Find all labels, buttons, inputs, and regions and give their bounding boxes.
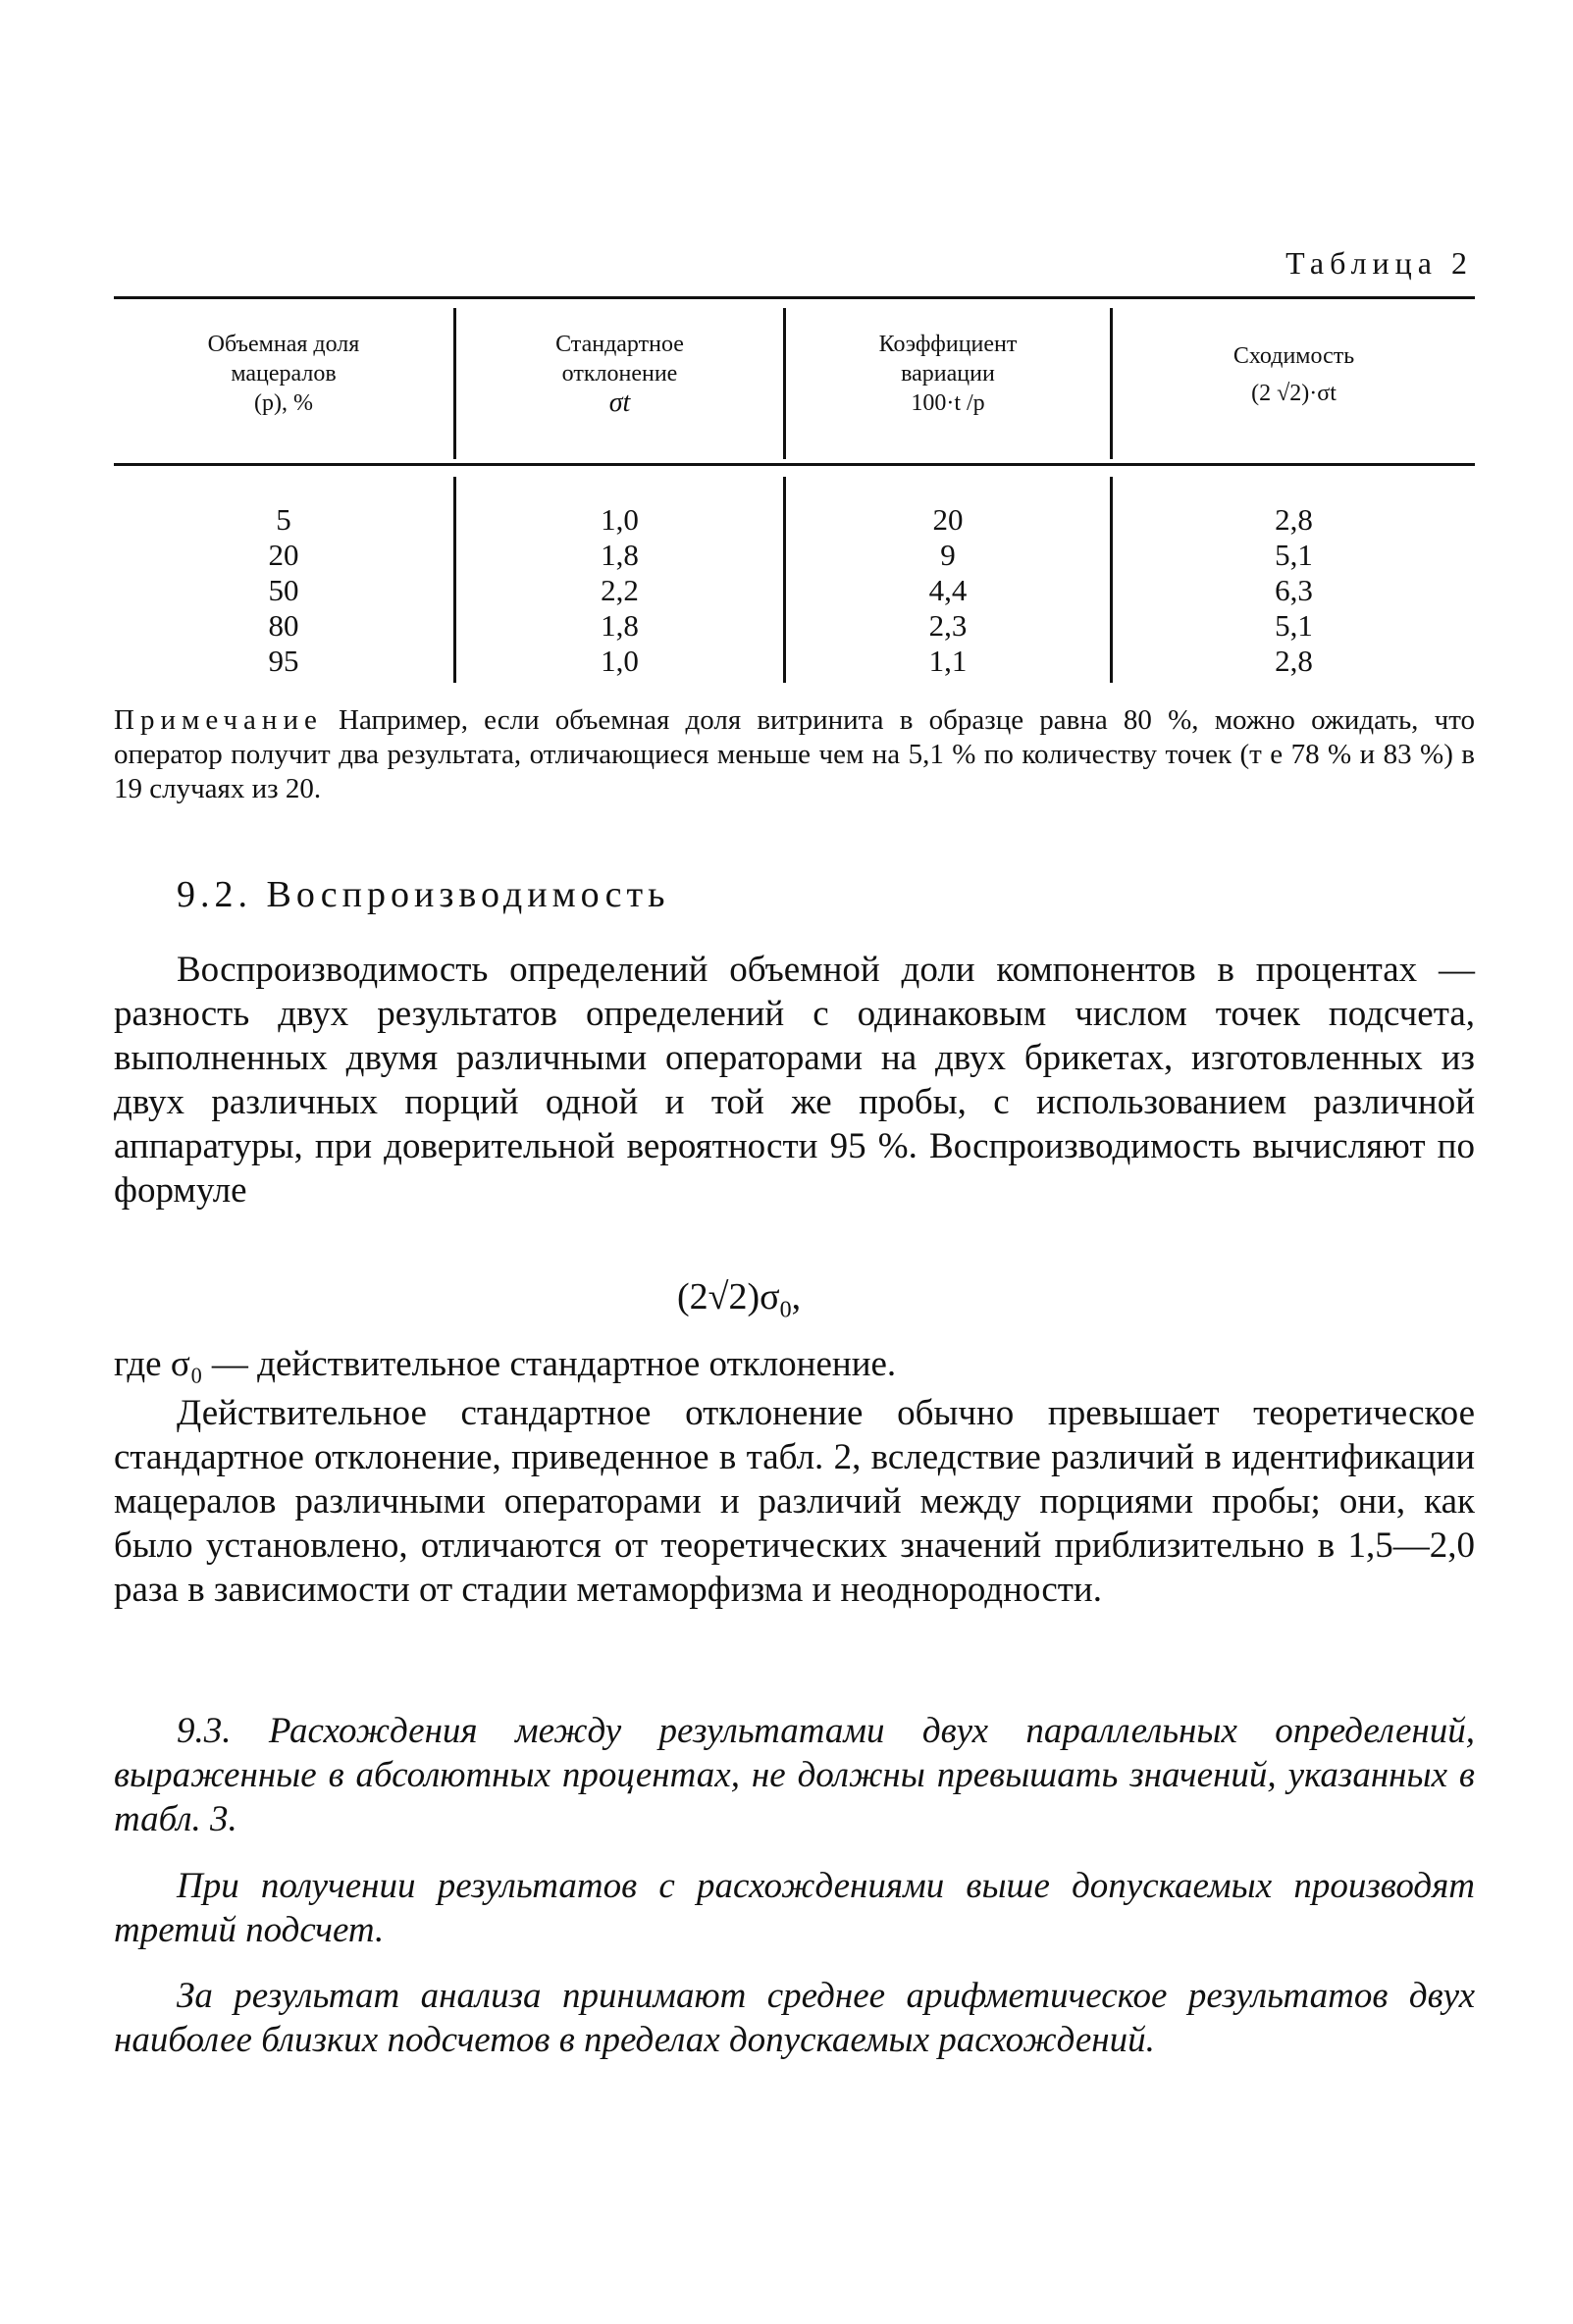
note-text: Например, если объемная доля витринита в образце равна 80 %, можно ожидать, что оператор получит два результата, отличающиеся меньше чем на 5,1 % по количеству точек (т е 78 % и 83 %) в 19 случаях из 20. (114, 704, 1475, 804)
formula-main: (2√2)σ (677, 1276, 780, 1317)
header-convergence (1113, 341, 1475, 408)
column-convergence (1113, 502, 1475, 679)
table-note (114, 703, 1475, 806)
table-cell: 2,2 (601, 573, 639, 607)
header-text: мацералов (231, 361, 337, 387)
paragraph-where: где σ₀ — действительное стандартное отклонение. (114, 1344, 897, 1384)
table-top-rule (114, 296, 1475, 299)
table-cell: 5,1 (1275, 608, 1313, 643)
column-volume-fraction (114, 502, 453, 679)
table-cell: 5 (276, 502, 291, 537)
section-heading (177, 873, 669, 916)
table-cell: 1,0 (601, 644, 639, 678)
table-cell: 9 (940, 538, 956, 572)
header-text: (p), % (254, 390, 313, 416)
table-cell: 5,1 (1275, 538, 1313, 572)
table-cell: 1,0 (601, 502, 639, 537)
table-cell: 1,1 (928, 644, 968, 678)
header-text: Коэффициент (878, 332, 1018, 357)
table-cell: 2,8 (1275, 502, 1313, 537)
paragraph-result: За результат анализа принимают среднее арифметическое результатов двух наиболее близких подсчетов в пределах допускаемых расхождений. (114, 1976, 1475, 2060)
header-text: отклонение (561, 361, 678, 387)
header-text: Стандартное (555, 332, 684, 357)
column-std-deviation (456, 502, 783, 679)
table-cell: 2,8 (1275, 644, 1313, 678)
section-title: Воспроизводимость (266, 874, 670, 915)
header-text: вариации (901, 361, 995, 387)
paragraph-third-count: При получении результатов с расхождениями выше допускаемых производят третий подсчет. (114, 1866, 1475, 1950)
header-text: Объемная доля (207, 332, 360, 357)
note-label: Примечание (114, 704, 323, 736)
column-variation-coefficient (786, 502, 1110, 679)
section-number: 9.2. (177, 874, 252, 915)
formula-tail: , (791, 1276, 802, 1317)
formula-subscript: 0 (779, 1297, 792, 1323)
table-cell: 1,8 (601, 608, 639, 643)
table-cell: 20 (932, 502, 964, 537)
header-volume-fraction (114, 330, 453, 418)
table-cell: 4,4 (928, 573, 968, 607)
header-text: Сходимость (1232, 343, 1355, 369)
header-text: 100·t /p (911, 390, 985, 416)
table-cell: 20 (268, 538, 299, 572)
table-header-rule (114, 463, 1475, 466)
paragraph-9-3: 9.3. Расхождения между результатами двух параллельных определений, выраженные в абсолютных процентах, не должны превышать значений, указанных в табл. 3. (114, 1711, 1475, 1839)
table-cell: 1,8 (601, 538, 639, 572)
table-cell: 6,3 (1275, 573, 1313, 607)
header-std-deviation (456, 330, 783, 418)
header-symbol: σt (608, 387, 631, 418)
header-formula: (2 √2)·σt (1251, 381, 1337, 406)
header-variation-coefficient (786, 330, 1110, 418)
paragraph-reproducibility: Воспроизводимость определений объемной доли компонентов в процентах — разность двух результатов определений с одинаковым числом точек подсчета, выполненных двумя различными операторами на двух брикетах, изготовленных из двух различных порций одной и той же пробы, с использованием различной аппаратуры, при доверительной вероятности 95 %. Воспроизводимость вычисляют по формуле (114, 950, 1475, 1211)
table-cell: 50 (268, 573, 299, 607)
table-cell: 80 (268, 608, 299, 643)
table-caption: Таблица 2 (1285, 245, 1473, 281)
paragraph-actual-deviation: Действительное стандартное отклонение обычно превышает теоретическое стандартное отклонение, приведенное в табл. 2, вследствие различий в идентификации мацералов различными операторами и различий между порциями пробы; они, как было установлено, отличаются от теоретических значений приблизительно в 1,5—2,0 раза в зависимости от стадии метаморфизма и неоднородности. (114, 1393, 1475, 1610)
formula (677, 1275, 801, 1324)
table-cell: 2,3 (928, 608, 968, 643)
table-cell: 95 (268, 644, 299, 678)
